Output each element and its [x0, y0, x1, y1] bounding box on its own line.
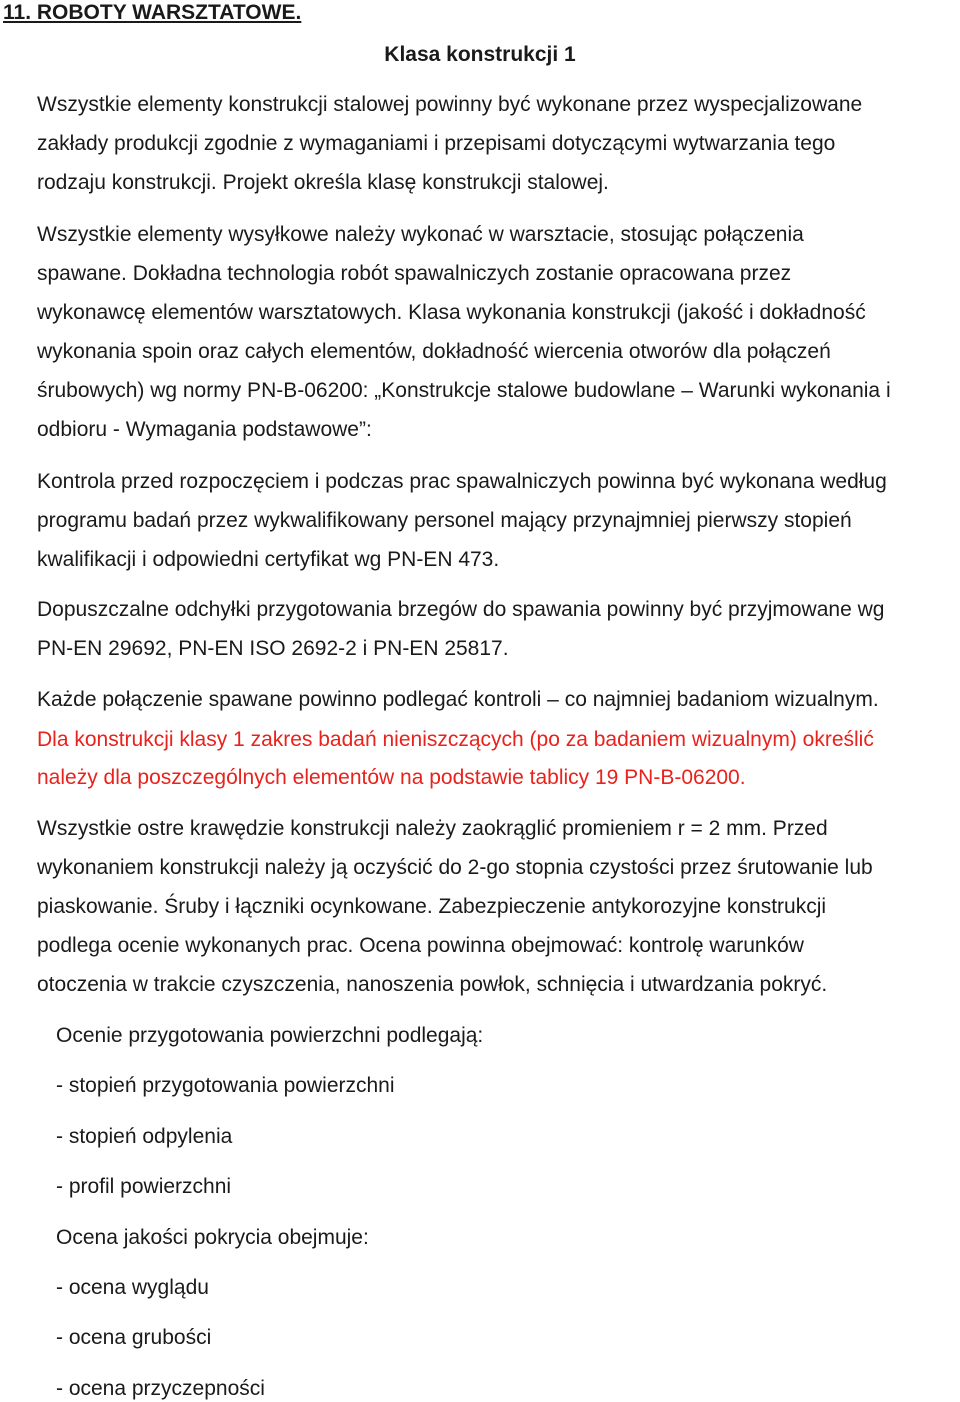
list-item: - ocena grubości: [56, 1326, 212, 1349]
paragraph-line: Dopuszczalne odchyłki przygotowania brzegów do spawania powinny być przyjmowane wg: [37, 598, 885, 621]
list-item: - profil powierzchni: [56, 1175, 232, 1198]
highlighted-line: Dla konstrukcji klasy 1 zakres badań nieniszczących (po za badaniem wizualnym) określić: [37, 728, 874, 751]
paragraph-line: rodzaju konstrukcji. Projekt określa klasę konstrukcji stalowej.: [37, 171, 609, 194]
paragraph-line: śrubowych) wg normy PN-B-06200: „Konstrukcje stalowe budowlane – Warunki wykonania i: [37, 379, 891, 402]
list-item: - ocena wyglądu: [56, 1276, 209, 1299]
paragraph-line: Wszystkie ostre krawędzie konstrukcji należy zaokrąglić promieniem r = 2 mm. Przed: [37, 817, 828, 840]
section-heading: 11. ROBOTY WARSZTATOWE.: [3, 1, 302, 24]
paragraph-line: zakłady produkcji zgodnie z wymaganiami i przepisami dotyczącymi wytwarzania tego: [37, 132, 836, 155]
paragraph-line: otoczenia w trakcie czyszczenia, nanoszenia powłok, schnięcia i utwardzania pokryć.: [37, 973, 828, 996]
paragraph-line: kwalifikacji i odpowiedni certyfikat wg PN-EN 473.: [37, 548, 500, 571]
class-heading: Klasa konstrukcji 1: [384, 43, 576, 66]
list-item: - stopień odpylenia: [56, 1125, 233, 1148]
paragraph-line: wykonaniem konstrukcji należy ją oczyścić do 2-go stopnia czystości przez śrutowanie lub: [37, 856, 873, 879]
paragraph-line: Każde połączenie spawane powinno podlegać kontroli – co najmniej badaniom wizualnym.: [37, 688, 879, 711]
paragraph-line: podlega ocenie wykonanych prac. Ocena powinna obejmować: kontrolę warunków: [37, 934, 804, 957]
list-item: - ocena przyczepności: [56, 1377, 265, 1400]
highlighted-line: należy dla poszczególnych elementów na podstawie tablicy 19 PN-B-06200.: [37, 766, 746, 789]
paragraph-line: wykonania spoin oraz całych elementów, dokładność wiercenia otworów dla połączeń: [37, 340, 831, 363]
paragraph-line: Wszystkie elementy wysyłkowe należy wykonać w warsztacie, stosując połączenia: [37, 223, 804, 246]
list-title: Ocena jakości pokrycia obejmuje:: [56, 1226, 369, 1249]
paragraph-line: odbioru - Wymagania podstawowe”:: [37, 418, 372, 441]
paragraph-line: Kontrola przed rozpoczęciem i podczas prac spawalniczych powinna być wykonana według: [37, 470, 887, 493]
paragraph-line: wykonawcę elementów warsztatowych. Klasa wykonania konstrukcji (jakość i dokładność: [37, 301, 866, 324]
paragraph-line: Wszystkie elementy konstrukcji stalowej powinny być wykonane przez wyspecjalizowane: [37, 93, 863, 116]
paragraph-line: spawane. Dokładna technologia robót spawalniczych zostanie opracowana przez: [37, 262, 792, 285]
paragraph-line: PN-EN 29692, PN-EN ISO 2692-2 i PN-EN 25817.: [37, 637, 509, 660]
paragraph-line: piaskowanie. Śruby i łączniki ocynkowane. Zabezpieczenie antykorozyjne konstrukcji: [37, 895, 827, 918]
paragraph-line: programu badań przez wykwalifikowany personel mający przynajmniej pierwszy stopień: [37, 509, 852, 532]
list-item: - stopień przygotowania powierzchni: [56, 1074, 395, 1097]
list-title: Ocenie przygotowania powierzchni podlegają:: [56, 1024, 484, 1047]
